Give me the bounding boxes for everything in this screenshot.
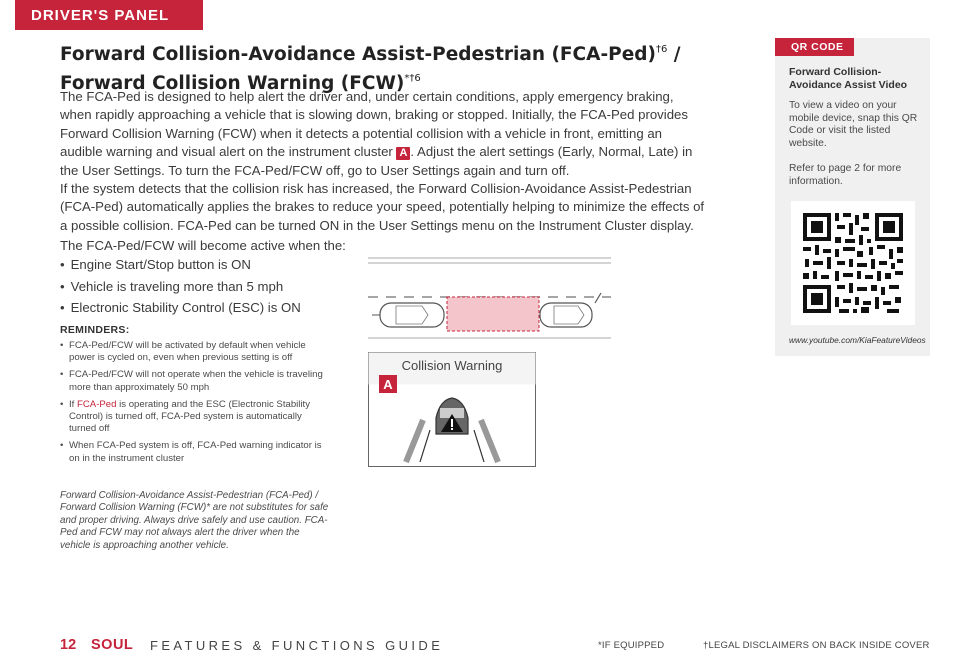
cluster-title: Collision Warning — [401, 358, 503, 373]
callout-label-a: A — [379, 375, 397, 393]
qr-tab: QR CODE — [775, 38, 854, 56]
title-line-1-sup: †6 — [655, 44, 668, 55]
lead-car-icon — [540, 303, 592, 327]
footer-brand: SOUL — [91, 637, 134, 653]
list-item: • FCA-Ped/FCW will be activated by default when vehicle power is cycled on, even when previous setting is off — [60, 340, 330, 364]
reminders-list — [60, 340, 330, 470]
reminder-rest: is operating and the ESC (Electronic Stability Control) is turned off, FCA-Ped system is automatically turned off — [69, 398, 311, 435]
title-line-2-sup: *†6 — [404, 73, 421, 84]
lead-car-arrow — [595, 293, 601, 303]
reminder-highlight: FCA-Ped — [77, 398, 117, 410]
safety-disclaimer: Forward Collision-Avoidance Assist-Pedestrian (FCA-Ped) / Forward Collision Warning (FCW)* are not substitutes for safe and proper driving. Always drive safely and use caution. FCA-Ped and FCW may not always alert the driver when the vehicle is approaching another vehicle. — [60, 490, 329, 551]
footer-guide-title: FEATURES & FUNCTIONS GUIDE — [150, 638, 444, 653]
list-item: • Vehicle is traveling more than 5 mph — [60, 276, 360, 298]
list-item: • FCA-Ped/FCW will not operate when the vehicle is traveling more than approximately 50 mph — [60, 369, 330, 393]
title-line-2-text: Forward Collision Warning (FCW) — [60, 73, 405, 94]
footer-legal-note: †LEGAL DISCLAIMERS ON BACK INSIDE COVER — [703, 640, 930, 651]
intro-paragraph — [60, 88, 705, 180]
list-item: • When FCA-Ped system is off, FCA-Ped warning indicator is on in the instrument cluster — [60, 440, 330, 464]
qr-title: Forward Collision-Avoidance Assist Video — [789, 66, 908, 91]
qr-code-icon[interactable] — [791, 201, 915, 325]
title-line-1-end: / — [667, 44, 681, 65]
qr-reference: Refer to page 2 for more information. — [789, 163, 902, 187]
list-item: • Electronic Stability Control (ESC) is ON — [60, 297, 360, 319]
intro-paragraph-b: . Adjust the alert settings (Early, Normal, Late) in the User Settings. To turn the FCA-Ped/FCW off, go to User Settings again and turn off. — [60, 144, 693, 178]
section-tab: DRIVER'S PANEL — [15, 0, 203, 30]
reminder-prefix: If — [69, 398, 77, 410]
activation-intro: The FCA-Ped/FCW will become active when the: — [60, 238, 346, 253]
activation-list — [60, 254, 360, 319]
list-item — [60, 399, 330, 436]
footer-if-equipped: *IF EQUIPPED — [598, 640, 665, 651]
qr-url-link[interactable]: www.youtube.com/KiaFeatureVideos — [789, 335, 926, 345]
brake-paragraph: If the system detects that the collision risk has increased, the Forward Collision-Avoidance Assist-Pedestrian (FCA-Ped) automatically applies the brakes to reduce your speed, potentially helping to minimize the effects of a possible collision. FCA-Ped can be turned ON in the User Settings menu on the Instrument Cluster display. — [60, 181, 705, 233]
cluster-display — [368, 352, 536, 467]
reminders-title: REMINDERS: — [60, 324, 130, 336]
host-car-icon — [380, 303, 444, 327]
qr-instructions: To view a video on your mobile device, snap this QR Code or visit the listed website. — [789, 100, 918, 149]
road-diagram — [368, 255, 614, 341]
intro-paragraph-a: The FCA-Ped is designed to help alert the driver and, under certain conditions, apply emergency braking, when rapidly approaching a vehicle that is slowing down, braking or stopped. Initially, the FCA-Ped provides Forward Collision Warning (FCW) when it detects a potential collision with a vehicle in front, emitting an audible warning and visual alert on the instrument cluster — [60, 89, 688, 160]
callout-marker-a: A — [396, 147, 410, 160]
title-line-1 — [60, 38, 760, 67]
title-line-1-text: Forward Collision-Avoidance Assist-Pedestrian (FCA-Ped) — [60, 44, 656, 65]
list-item: • Engine Start/Stop button is ON — [60, 254, 360, 276]
detection-zone — [447, 297, 539, 331]
page-number: 12 — [60, 637, 77, 653]
